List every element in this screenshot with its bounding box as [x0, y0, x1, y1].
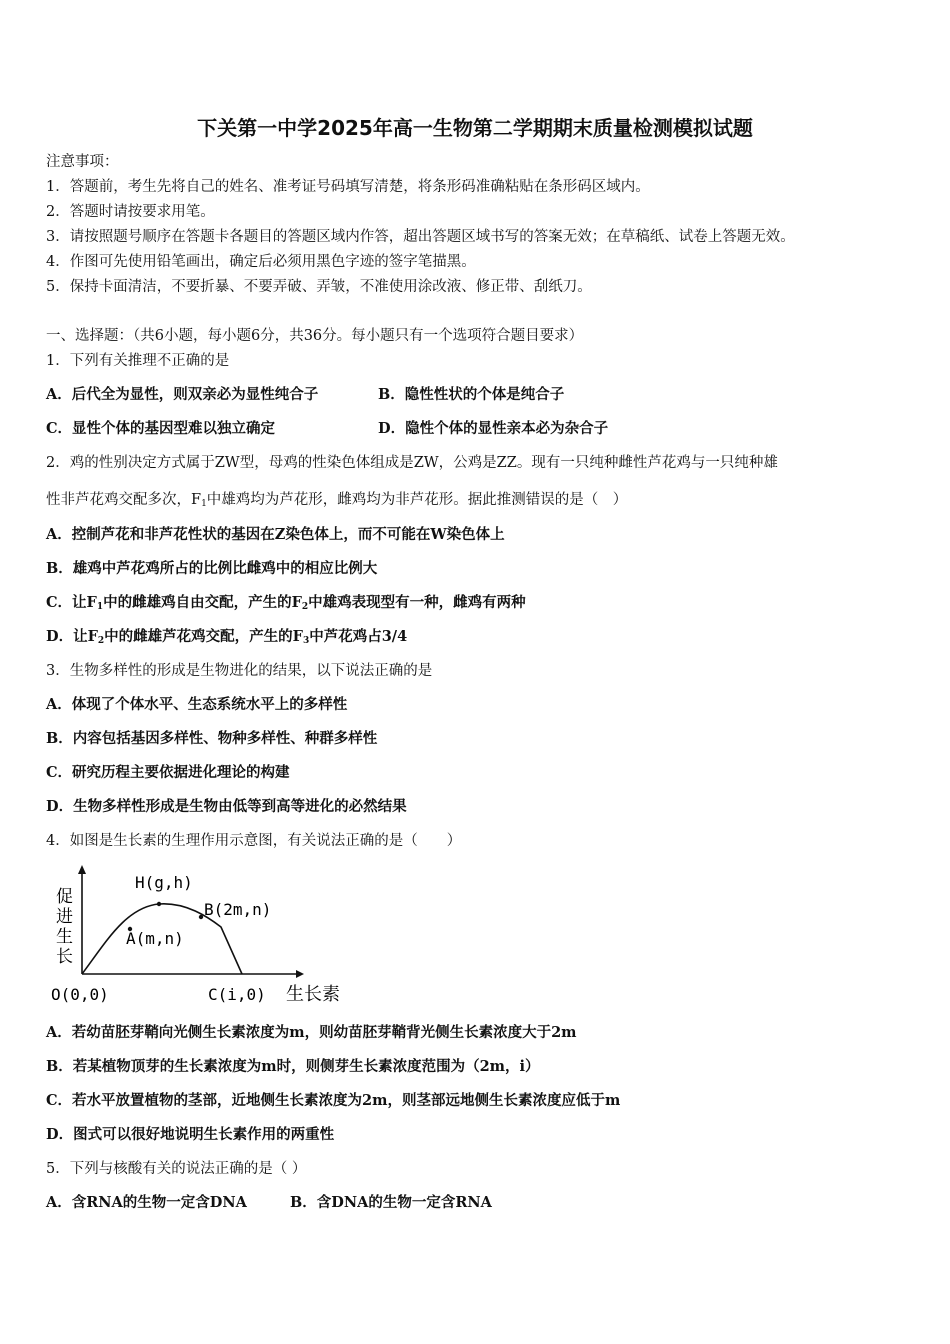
question-3-option-c: C．研究历程主要依据进化理论的构建	[46, 764, 290, 781]
question-5-stem: 5．下列与核酸有关的说法正确的是（ ）	[46, 1161, 307, 1177]
question-3-option-d: D．生物多样性形成是生物由低等到高等进化的必然结果	[46, 798, 407, 815]
question-4-option-b: B．若某植物顶芽的生长素浓度为m时，则侧芽生长素浓度范围为（2m，i）	[46, 1058, 540, 1075]
question-1-option-b: B．隐性性状的个体是纯合子	[378, 386, 565, 403]
point-c-label: C(i,0)	[208, 985, 266, 1004]
x-axis-arrow-icon	[296, 970, 304, 978]
note-item-2: 2．答题时请按要求用笔。	[46, 204, 215, 220]
note-item-5: 5．保持卡面清洁，不要折暴、不要弄破、弄皱，不准使用涂改液、修正带、刮纸刀。	[46, 279, 592, 295]
point-a-label: A(m,n)	[126, 929, 184, 948]
section-heading: 一、选择题：（共6小题，每小题6分，共36分。每小题只有一个选项符合题目要求）	[46, 328, 584, 344]
page-title: 下关第一中学2025年高一生物第二学期期末质量检测模拟试题	[197, 116, 753, 140]
question-5-option-a: A．含RNA的生物一定含DNA	[46, 1194, 247, 1211]
question-5-option-b: B．含DNA的生物一定含RNA	[290, 1194, 492, 1211]
question-2-option-d: D．让$F_2$中的雌雄芦花鸡交配，产生的$F_3$中芦花鸡占3/4	[46, 628, 408, 646]
question-4-option-c: C．若水平放置植物的茎部，近地侧生长素浓度为2m，则茎部远地侧生长素浓度应低于m	[46, 1092, 621, 1109]
note-item-4: 4．作图可先使用铅笔画出，确定后必须用黑色字迹的签字笔描黑。	[46, 254, 476, 270]
y-label-char-3: 生	[56, 927, 73, 947]
question-4-stem: 4．如图是生长素的生理作用示意图，有关说法正确的是（ ）	[46, 833, 462, 849]
y-label-char-4: 长	[56, 947, 73, 967]
note-item-1: 1．答题前，考生先将自己的姓名、准考证号码填写清楚，将条形码准确粘贴在条形码区域内。	[46, 179, 650, 195]
point-o-label: O(0,0)	[51, 985, 109, 1004]
notes-heading: 注意事项：	[46, 154, 119, 170]
note-item-3: 3．请按照题号顺序在答题卡各题目的答题区域内作答，超出答题区域书写的答案无效；在草稿纸、试卷上答题无效。	[46, 229, 795, 245]
question-2-stem-line1: 2．鸡的性别决定方式属于ZW型，母鸡的性染色体组成是ZW，公鸡是ZZ。现有一只纯种雌性芦花鸡与一只纯种雄	[46, 455, 778, 471]
y-label-char-1: 促	[56, 887, 73, 907]
y-axis-arrow-icon	[78, 865, 86, 874]
point-b-marker	[199, 915, 203, 919]
question-3-stem: 3．生物多样性的形成是生物进化的结果，以下说法正确的是	[46, 663, 433, 679]
question-1-option-a: A．后代全为显性，则双亲必为显性纯合子	[46, 386, 319, 403]
question-2-option-a: A．控制芦花和非芦花性状的基因在Z染色体上，而不可能在W染色体上	[46, 526, 505, 543]
question-2-stem-line2: 性非芦花鸡交配多次，$F_1$中雄鸡均为芦花形，雌鸡均为非芦花形。据此推测错误的是（ ）	[46, 492, 628, 509]
question-3-option-b: B．内容包括基因多样性、物种多样性、种群多样性	[46, 730, 378, 747]
question-1-option-c: C．显性个体的基因型难以独立确定	[46, 420, 276, 437]
question-2-option-b: B．雄鸡中芦花鸡所占的比例比雌鸡中的相应比例大	[46, 560, 378, 577]
question-2-option-c: C．让$F_1$中的雌雄鸡自由交配，产生的$F_2$中雄鸡表现型有一种，雌鸡有两种	[46, 594, 526, 612]
question-1-option-d: D．隐性个体的显性亲本必为杂合子	[378, 420, 609, 437]
question-4-option-a: A．若幼苗胚芽鞘向光侧生长素浓度为m，则幼苗胚芽鞘背光侧生长素浓度大于2m	[46, 1024, 577, 1041]
question-3-option-a: A．体现了个体水平、生态系统水平上的多样性	[46, 696, 348, 713]
y-label-char-2: 进	[56, 907, 73, 927]
question-4-option-d: D．图式可以很好地说明生长素作用的两重性	[46, 1126, 335, 1143]
x-axis-label: 生长素	[286, 984, 340, 1005]
question-1-stem: 1．下列有关推理不正确的是	[46, 353, 230, 369]
point-h-marker	[157, 902, 161, 906]
point-h-label: H(g,h)	[135, 873, 193, 892]
point-b-label: B(2m,n)	[204, 900, 272, 919]
auxin-effect-graph	[46, 862, 356, 1012]
